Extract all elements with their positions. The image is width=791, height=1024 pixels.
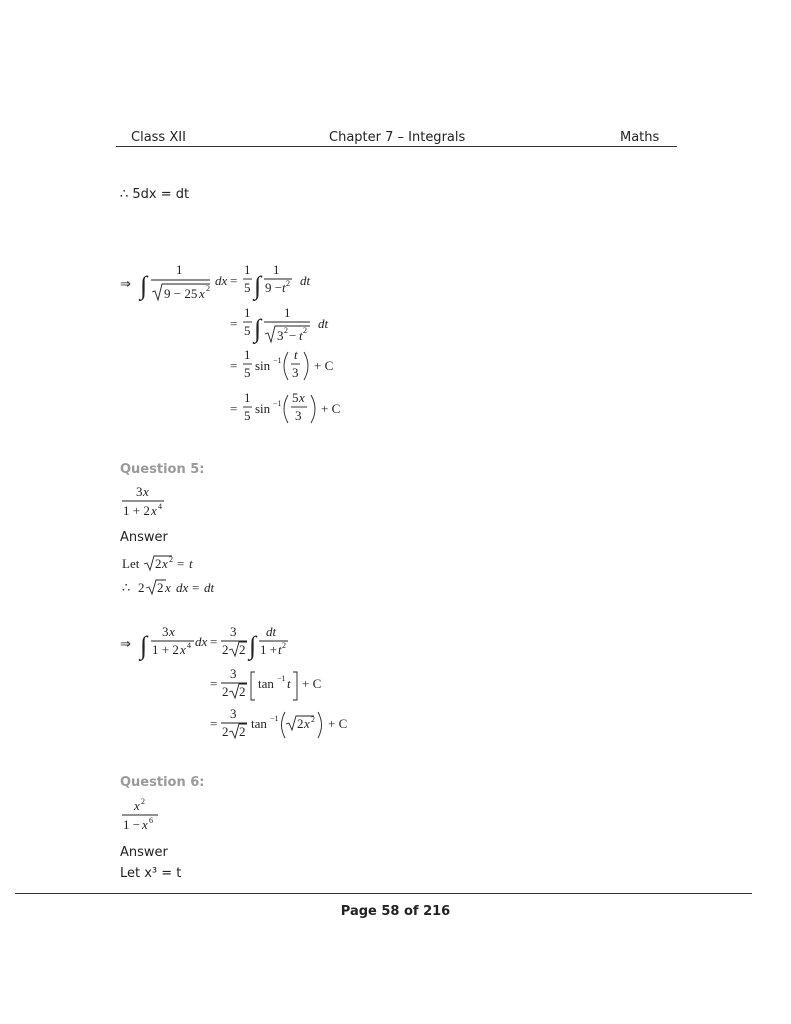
question-6-answer-label: Answer <box>120 845 168 860</box>
svg-text:x: x <box>199 286 205 301</box>
svg-text:t: t <box>287 676 291 691</box>
svg-text:−: − <box>289 328 297 343</box>
svg-text:=: = <box>230 273 238 288</box>
question-6-label: Question 6: <box>120 775 205 790</box>
svg-text:=: = <box>230 316 238 331</box>
svg-text:+ C: + C <box>321 401 341 416</box>
svg-text:Let: Let <box>122 556 140 571</box>
question-5-label: Question 5: <box>120 462 205 477</box>
svg-text:x: x <box>162 556 168 571</box>
svg-text:t: t <box>294 347 298 362</box>
svg-text:2: 2 <box>303 326 307 335</box>
svg-text:2: 2 <box>169 555 173 564</box>
svg-text:∫: ∫ <box>140 631 148 660</box>
svg-text:6: 6 <box>149 816 153 825</box>
svg-text:5: 5 <box>244 323 251 338</box>
svg-text:dx: dx <box>195 634 208 649</box>
svg-text:dx: dx <box>215 273 228 288</box>
svg-text:2: 2 <box>239 642 246 657</box>
svg-text:3: 3 <box>295 408 302 423</box>
math-q5-expression <box>120 482 180 522</box>
svg-text:t: t <box>189 556 193 571</box>
math-block-q5-solution <box>118 624 378 754</box>
svg-text:2: 2 <box>157 580 164 595</box>
question-5-answer-label: Answer <box>120 530 168 545</box>
svg-text:dt: dt <box>300 273 311 288</box>
svg-text:∫: ∫ <box>140 271 148 300</box>
svg-text:3: 3 <box>230 624 237 639</box>
svg-text:tan: tan <box>251 716 267 731</box>
svg-text:3: 3 <box>136 484 143 499</box>
svg-text:+ C: + C <box>328 716 348 731</box>
svg-text:2: 2 <box>141 797 145 806</box>
svg-text:tan: tan <box>258 676 274 691</box>
math-q6-expression <box>120 796 180 836</box>
svg-text:9 − 25: 9 − 25 <box>164 286 198 301</box>
svg-text:=: = <box>230 358 238 373</box>
text-line-5dx: ∴ 5dx = dt <box>120 187 190 202</box>
svg-text:−1: −1 <box>273 356 282 365</box>
svg-text:1: 1 <box>244 390 251 405</box>
svg-text:sin: sin <box>255 358 271 373</box>
svg-text:dx: dx <box>176 580 189 595</box>
svg-text:1: 1 <box>244 305 251 320</box>
svg-text:2: 2 <box>311 715 315 724</box>
svg-text:3: 3 <box>277 328 284 343</box>
svg-text:1 +: 1 + <box>260 642 278 657</box>
svg-text:x: x <box>304 716 310 731</box>
svg-text:dt: dt <box>204 580 215 595</box>
svg-text:9 −: 9 − <box>265 280 283 295</box>
svg-text:2: 2 <box>286 279 290 288</box>
svg-text:∫: ∫ <box>254 314 262 343</box>
svg-text:t: t <box>282 280 286 295</box>
svg-text:sin: sin <box>255 401 271 416</box>
svg-text:=: = <box>177 556 185 571</box>
svg-text:2: 2 <box>222 684 229 699</box>
svg-text:x: x <box>143 484 149 499</box>
header-rule <box>116 146 677 147</box>
svg-text:∴: ∴ <box>122 580 131 595</box>
svg-text:4: 4 <box>187 641 191 650</box>
svg-text:1 + 2: 1 + 2 <box>152 642 179 657</box>
svg-text:2: 2 <box>239 724 246 739</box>
svg-text:dt: dt <box>318 316 329 331</box>
svg-text:x: x <box>151 503 157 518</box>
svg-text:1 + 2: 1 + 2 <box>123 503 150 518</box>
svg-text:t: t <box>278 642 282 657</box>
svg-text:x: x <box>299 390 305 405</box>
svg-text:1: 1 <box>284 305 291 320</box>
svg-text:⇒: ⇒ <box>120 636 131 651</box>
svg-text:2: 2 <box>239 684 246 699</box>
svg-text:1 −: 1 − <box>123 817 141 832</box>
math-q5-substitution <box>120 552 250 597</box>
footer-rule <box>15 893 752 894</box>
svg-text:1: 1 <box>273 262 280 277</box>
svg-text:4: 4 <box>158 502 162 511</box>
svg-text:⇒: ⇒ <box>120 276 131 291</box>
svg-text:=: = <box>210 716 218 731</box>
svg-text:2: 2 <box>297 716 304 731</box>
svg-text:3: 3 <box>230 706 237 721</box>
svg-text:x: x <box>180 642 186 657</box>
svg-text:+ C: + C <box>302 676 322 691</box>
svg-text:dt: dt <box>266 624 277 639</box>
svg-text:2: 2 <box>282 641 286 650</box>
svg-text:∫: ∫ <box>254 271 262 300</box>
svg-text:2: 2 <box>138 580 145 595</box>
svg-text:=: = <box>230 401 238 416</box>
svg-text:2: 2 <box>206 284 210 293</box>
svg-text:x: x <box>142 817 148 832</box>
svg-text:−1: −1 <box>277 674 286 683</box>
header-subject: Maths <box>620 130 660 145</box>
page-number: Page 58 of 216 <box>340 904 451 919</box>
svg-text:1: 1 <box>244 347 251 362</box>
svg-text:1: 1 <box>244 262 251 277</box>
svg-text:5: 5 <box>244 365 251 380</box>
svg-text:3: 3 <box>162 624 169 639</box>
header-class: Class XII <box>131 130 186 145</box>
svg-text:∫: ∫ <box>249 631 257 660</box>
math-block-q4-solution <box>118 258 378 433</box>
svg-text:1: 1 <box>176 262 183 277</box>
svg-text:5: 5 <box>244 280 251 295</box>
svg-text:2: 2 <box>284 326 288 335</box>
header-chapter: Chapter 7 – Integrals <box>329 130 466 145</box>
svg-text:3: 3 <box>292 365 299 380</box>
svg-text:=: = <box>210 634 218 649</box>
svg-text:2: 2 <box>155 556 162 571</box>
svg-text:−1: −1 <box>273 399 282 408</box>
svg-text:x: x <box>165 580 171 595</box>
svg-text:2: 2 <box>222 724 229 739</box>
svg-text:−1: −1 <box>270 714 279 723</box>
svg-text:+ C: + C <box>314 358 334 373</box>
svg-text:5: 5 <box>292 390 299 405</box>
svg-text:3: 3 <box>230 666 237 681</box>
question-6-substitution: Let x³ = t <box>120 866 182 881</box>
svg-text:5: 5 <box>244 408 251 423</box>
svg-text:=: = <box>192 580 200 595</box>
svg-text:x: x <box>134 798 140 813</box>
svg-text:x: x <box>169 624 175 639</box>
svg-text:2: 2 <box>222 642 229 657</box>
svg-text:=: = <box>210 676 218 691</box>
svg-text:t: t <box>299 328 303 343</box>
